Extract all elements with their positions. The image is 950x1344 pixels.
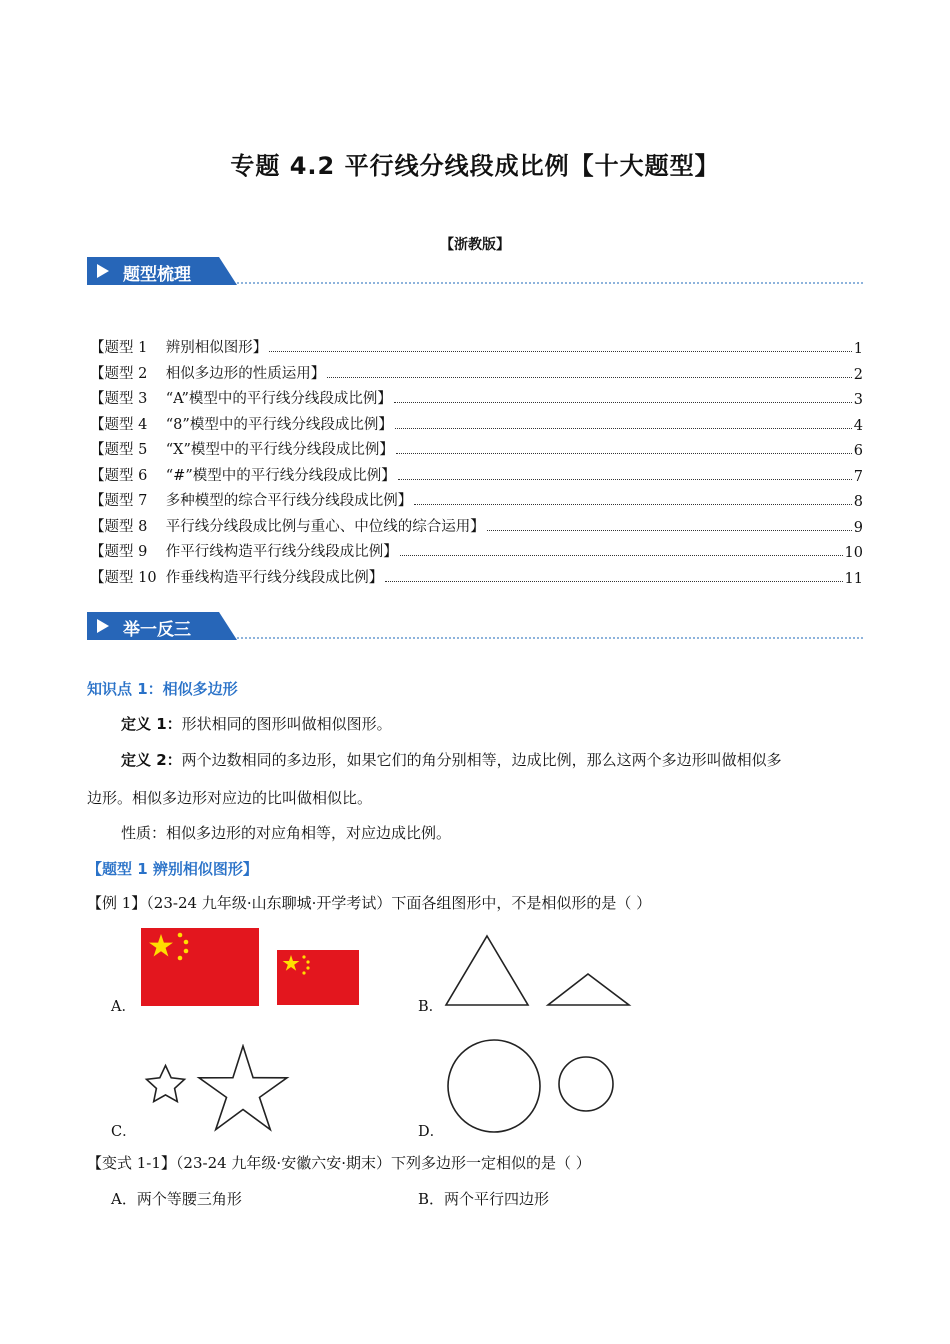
toc-leader-dots: [395, 428, 852, 429]
toc-entry-label: 【题型 2 相似多边形的性质运用】: [90, 365, 326, 382]
variant-1-1-question: 【变式 1-1】（23-24 九年级·安徽六安·期末）下列多边形一定相似的是（ ）: [87, 1154, 591, 1172]
toc-leader-dots: [398, 479, 852, 480]
variant-option-b: B．两个平行四边形: [418, 1190, 550, 1208]
example-1-question: 【例 1】（23-24 九年级·山东聊城·开学考试）下面各组图形中，不是相似形的是（ ）: [87, 894, 652, 912]
definition-2-label: 定义 2：: [121, 751, 182, 769]
toc-entry[interactable]: [90, 463, 863, 485]
toc-entry-label: 【题型 8 平行线分线段成比例与重心、中位线的综合运用】: [90, 518, 485, 535]
toc-entry-label: 【题型 3 “A”模型中的平行线分线段成比例】: [90, 391, 392, 407]
toc-page-number: 1: [853, 341, 863, 357]
toc-leader-dots: [396, 453, 852, 454]
definition-1-label: 定义 1：: [121, 715, 182, 733]
toc-page-number: 10: [844, 545, 863, 561]
option-c-stars-figure: [136, 1044, 296, 1134]
toc-page-number: 11: [844, 570, 863, 587]
toc-page-number: 2: [853, 366, 863, 383]
edition-label: 【浙教版】: [440, 237, 510, 253]
option-d-label: D．: [418, 1124, 445, 1140]
examples-banner-label: 举一反三: [123, 620, 191, 640]
option-a-flags-figure: [138, 926, 363, 1008]
toc-entry[interactable]: [90, 361, 863, 383]
large-flag: [141, 928, 259, 1006]
toc-page-number: 8: [853, 494, 863, 510]
banner-divider: [237, 637, 863, 639]
definition-2: [121, 750, 782, 770]
toc-leader-dots: [269, 351, 851, 352]
toc-entry-label: 【题型 1 辨别相似图形】: [90, 340, 268, 356]
toc-entry-label: 【题型 7 多种模型的综合平行线分线段成比例】: [90, 493, 413, 509]
section-1-heading: 【题型 1 辨别相似图形】: [87, 860, 258, 878]
toc-entry[interactable]: [90, 437, 863, 459]
option-b-label: B．: [418, 999, 444, 1015]
definition-1: [121, 714, 392, 734]
small-star: [147, 1066, 185, 1102]
toc-entry[interactable]: [90, 514, 863, 536]
option-d-circles-figure: [440, 1036, 620, 1136]
definition-1-text: 形状相同的图形叫做相似图形。: [181, 715, 392, 733]
large-star: [199, 1046, 287, 1130]
toc-entry-label: 【题型 4 “8”模型中的平行线分线段成比例】: [90, 416, 393, 433]
toc-entry[interactable]: [90, 539, 863, 561]
toc-entry-label: 【题型 10 作垂线构造平行线分线段成比例】: [90, 569, 384, 586]
option-b-triangles-figure: [440, 930, 640, 1010]
toc-entry[interactable]: [90, 412, 863, 434]
large-circle: [448, 1040, 540, 1132]
banner-divider: [237, 282, 863, 284]
obtuse-triangle: [548, 974, 629, 1005]
outline-banner-label: 题型梳理: [123, 265, 191, 285]
small-circle: [559, 1057, 613, 1111]
toc-leader-dots: [487, 530, 852, 531]
outline-banner: [87, 257, 863, 287]
definition-2-continued: 边形。相似多边形对应边的比叫做相似比。: [87, 789, 373, 807]
toc-page-number: 4: [853, 417, 863, 434]
toc-entry-label: 【题型 5 “X”模型中的平行线分线段成比例】: [90, 442, 394, 458]
toc-entry[interactable]: [90, 488, 863, 510]
toc-page-number: 3: [853, 392, 863, 408]
toc-leader-dots: [400, 555, 843, 556]
small-flag: [277, 950, 359, 1005]
equilateral-triangle: [446, 936, 528, 1005]
variant-option-a: A．两个等腰三角形: [111, 1190, 242, 1208]
toc-entry-label: 【题型 6 “#”模型中的平行线分线段成比例】: [90, 467, 396, 484]
toc-leader-dots: [327, 377, 851, 378]
toc-entry[interactable]: [90, 335, 863, 357]
toc-entry[interactable]: [90, 386, 863, 408]
examples-banner: [87, 612, 863, 642]
toc-page-number: 9: [853, 519, 863, 536]
toc-leader-dots: [385, 581, 842, 582]
definition-2-text: 两个边数相同的多边形，如果它们的角分别相等，边成比例，那么这两个多边形叫做相似多: [181, 751, 782, 769]
option-a-label: A．: [111, 999, 136, 1015]
page-title: 专题 4.2 平行线分线段成比例【十大题型】: [230, 152, 720, 180]
knowledge-heading: 知识点 1：相似多边形: [87, 680, 238, 698]
toc-entry[interactable]: [90, 565, 863, 587]
toc-page-number: 6: [853, 443, 863, 459]
toc-leader-dots: [414, 504, 851, 505]
toc-leader-dots: [394, 402, 852, 403]
property-text: 性质：相似多边形的对应角相等，对应边成比例。: [121, 824, 452, 842]
toc-entry-label: 【题型 9 作平行线构造平行线分线段成比例】: [90, 544, 398, 560]
toc-page-number: 7: [853, 468, 863, 485]
option-c-label: C．: [111, 1124, 137, 1140]
